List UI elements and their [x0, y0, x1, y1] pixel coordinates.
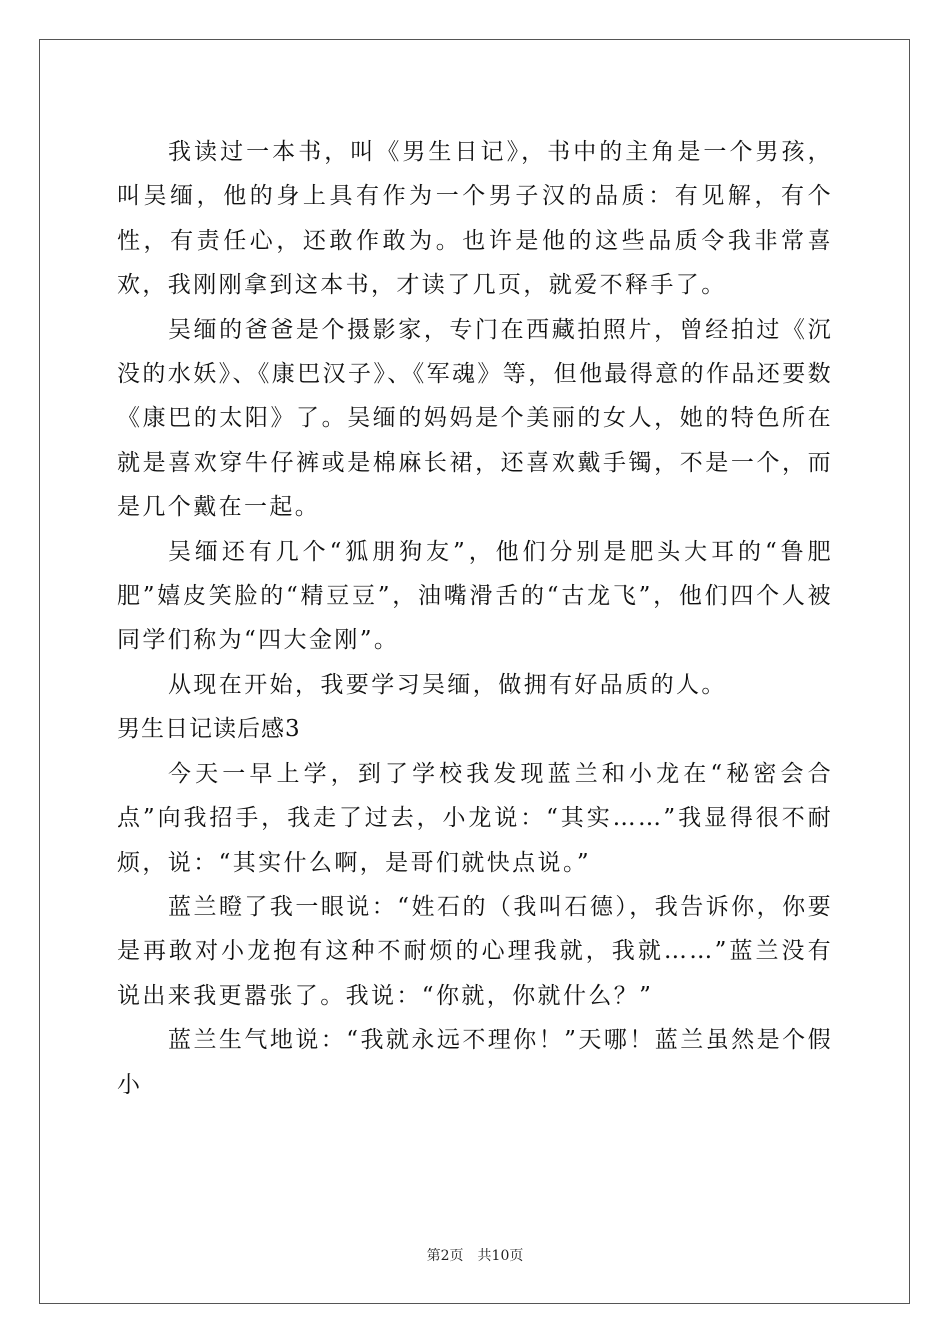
- paragraph-7: 蓝兰生气地说：“我就永远不理你！”天哪！蓝兰虽然是个假小: [117, 1027, 833, 1098]
- section-heading: 男生日记读后感3: [117, 716, 301, 743]
- page-footer: [0, 1246, 950, 1266]
- paragraph-2: 吴缅的爸爸是个摄影家，专门在西藏拍照片，曾经拍过《沉没的水妖》、《康巴汉子》、《军魂》等，但他最得意的作品还要数《康巴的太阳》了。吴缅的妈妈是个美丽的女人，她的特色所在就是喜欢穿牛仔裤或是棉麻长裙，还喜欢戴手镯，不是一个，而是几个戴在一起。: [117, 316, 833, 521]
- document-body: [117, 130, 833, 1107]
- paragraph-6: 蓝兰瞪了我一眼说：“姓石的（我叫石德），我告诉你，你要是再敢对小龙抱有这种不耐烦的心理我就，我就……”蓝兰没有说出来我更嚣张了。我说：“你就，你就什么？”: [117, 893, 833, 1009]
- paragraph-5: 今天一早上学，到了学校我发现蓝兰和小龙在“秘密会合点”向我招手，我走了过去，小龙说：“其实……”我显得很不耐烦，说：“其实什么啊，是哥们就快点说。”: [117, 760, 833, 876]
- paragraph-3: 吴缅还有几个“狐朋狗友”，他们分别是肥头大耳的“鲁肥肥”嬉皮笑脸的“精豆豆”，油嘴滑舌的“古龙飞”，他们四个人被同学们称为“四大金刚”。: [117, 538, 833, 654]
- paragraph-1: 我读过一本书，叫《男生日记》，书中的主角是一个男孩，叫吴缅，他的身上具有作为一个男子汉的品质：有见解，有个性，有责任心，还敢作敢为。也许是他的这些品质令我非常喜欢，我刚刚拿到这本书，才读了几页，就爱不释手了。: [117, 139, 833, 299]
- page-number: 第2页: [426, 1248, 464, 1264]
- paragraph-4: 从现在开始，我要学习吴缅，做拥有好品质的人。: [168, 671, 727, 698]
- page-total: 共10页: [477, 1248, 524, 1264]
